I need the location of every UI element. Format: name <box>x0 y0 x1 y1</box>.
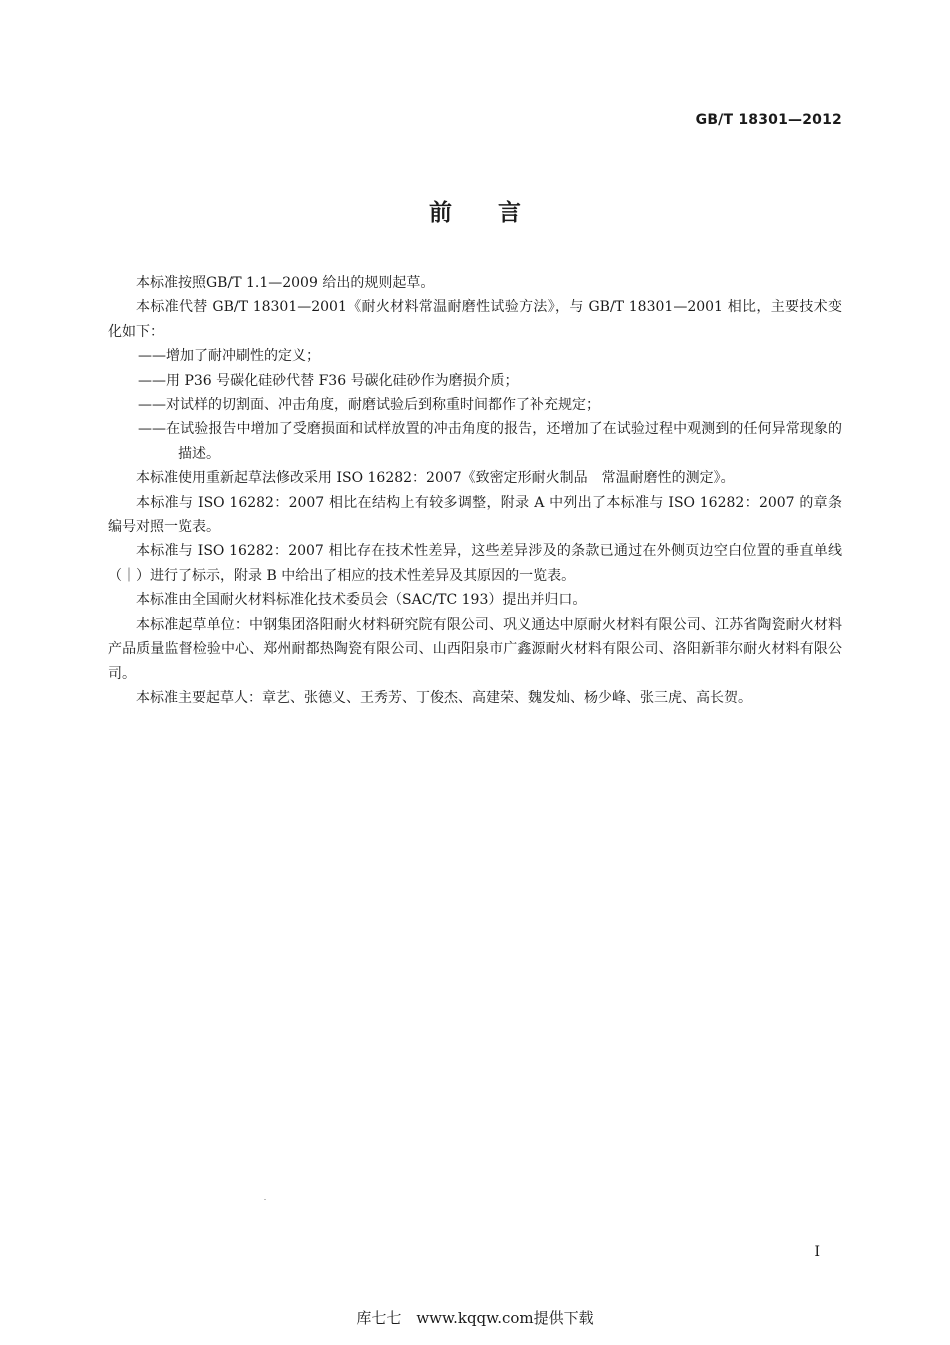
paragraph-structure: 本标准与 ISO 16282：2007 相比在结构上有较多调整，附录 A 中列出了本标准与 ISO 16282：2007 的章条编号对照一览表。 <box>108 494 842 536</box>
foreword-body <box>108 271 842 710</box>
change-item: ——在试验报告中增加了受磨损面和试样放置的冲击角度的报告，还增加了在试验过程中观测到的任何异常现象的描述。 <box>138 421 842 462</box>
paragraph-drafting-rules: 本标准按照GB/T 1.1—2009 给出的规则起草。 <box>136 275 435 291</box>
page-number: I <box>814 1244 820 1260</box>
change-item: ——用 P36 号碳化硅砂代替 F36 号碳化硅砂作为磨损介质； <box>138 372 519 389</box>
paragraph-drafting-units: 本标准起草单位：中钢集团洛阳耐火材料研究院有限公司、巩义通达中原耐火材料有限公司、江苏省陶瓷耐火材料产品质量监督检验中心、郑州耐都热陶瓷有限公司、山西阳泉市广鑫源耐火材料有限公司、洛阳新菲尔耐火材料有限公司。 <box>108 616 842 682</box>
paragraph-replaces: 本标准代替 GB/T 18301—2001《耐火材料常温耐磨性试验方法》，与 GB/T 18301—2001 相比，主要技术变化如下： <box>108 299 842 340</box>
change-item: ——增加了耐冲刷性的定义； <box>138 348 320 365</box>
paragraph-adoption: 本标准使用重新起草法修改采用 ISO 16282：2007《致密定形耐火制品 常温耐磨性的测定》。 <box>136 470 735 487</box>
paragraph-committee: 本标准由全国耐火材料标准化技术委员会（SAC/TC 193）提出并归口。 <box>136 592 587 609</box>
change-item: ——对试样的切割面、冲击角度，耐磨试验后到称重时间都作了补充规定； <box>138 397 600 414</box>
standard-code: GB/T 18301—2012 <box>695 112 842 128</box>
paragraph-technical-differences: 本标准与 ISO 16282：2007 相比存在技术性差异，这些差异涉及的条款已通过在外侧页边空白位置的垂直单线（｜）进行了标示，附录 B 中给出了相应的技术性差异及其原因的一览表。 <box>108 543 842 584</box>
paragraph-drafters: 本标准主要起草人：章艺、张德义、王秀芳、丁俊杰、高建荣、魏发灿、杨少峰、张三虎、高长贺。 <box>136 689 752 706</box>
scan-speck <box>264 1199 266 1200</box>
download-footer: 库七七 www.kqqw.com提供下载 <box>356 1309 594 1327</box>
page-title: 前言 <box>429 200 567 226</box>
